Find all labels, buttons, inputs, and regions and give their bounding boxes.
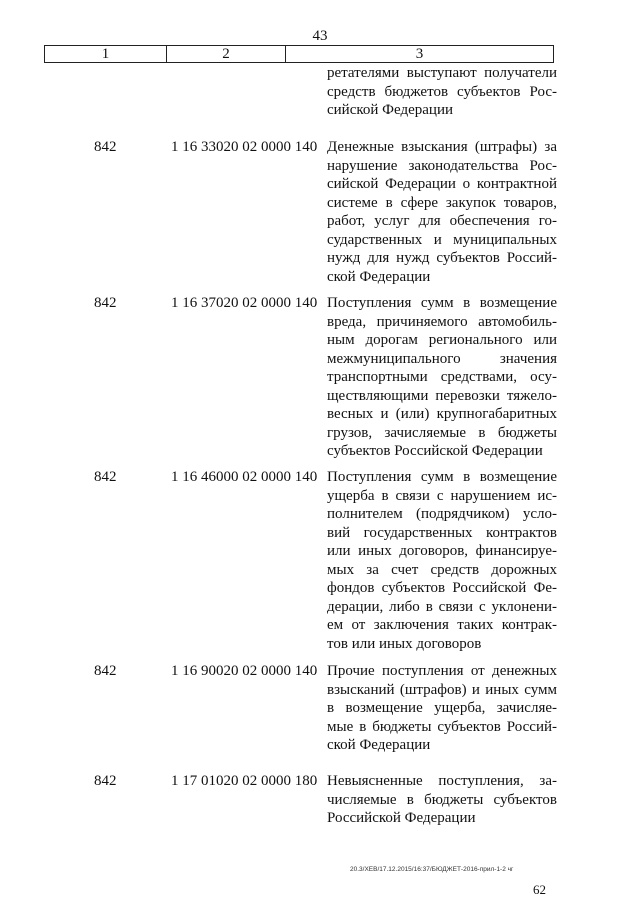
description-line: сударственных и муниципальных: [327, 231, 557, 248]
budget-classification-code: 1 16 37020 02 0000 140: [171, 295, 318, 311]
description-line: вреда, причиняемого автомобиль-: [327, 313, 557, 330]
continuation-line: сийской Федерации: [327, 102, 454, 118]
continuation-line: средств бюджетов субъектов Рос-: [327, 83, 557, 100]
description-line: Поступления сумм в возмещение: [327, 469, 557, 485]
description-line: полнителем (подрядчиком) усло-: [327, 506, 557, 522]
header-col-2: 2: [166, 46, 285, 62]
description-line: мые в бюджеты субъектов Россий-: [327, 718, 557, 735]
description-line: весных и (или) крупногабаритных: [327, 406, 557, 422]
description-line: числяемые в бюджеты субъектов: [327, 791, 557, 808]
description-line: взысканий (штрафов) и иных сумм: [327, 681, 557, 698]
description-line: ущерба в связи с нарушением ис-: [327, 487, 557, 504]
description-line: нужд для нужд субъектов Россий-: [327, 250, 557, 266]
description-line: тов или иных договоров: [327, 635, 482, 652]
description-line: сийской Федерации о контрактной: [327, 176, 557, 192]
admin-code: 842: [94, 139, 117, 155]
revenue-description: [327, 772, 557, 828]
description-line: нарушение законодательства Рос-: [327, 157, 557, 174]
description-line: Прочие поступления от денежных: [327, 663, 557, 679]
description-line: ем от заключения таких контрак-: [327, 617, 557, 633]
continuation-line: ретателями выступают получатели: [327, 65, 557, 81]
page-number: 43: [312, 28, 328, 44]
description-line: или иных договоров, финансируе-: [327, 543, 557, 559]
description-line: ской Федерации: [327, 268, 431, 285]
description-line: системе в сфере закупок товаров,: [327, 194, 557, 211]
budget-classification-code: 1 16 33020 02 0000 140: [171, 139, 318, 155]
footer-page-number: 62: [533, 882, 546, 897]
description-line: работ, услуг для обеспечения го-: [327, 213, 557, 229]
description-line: вий государственных контрактов: [327, 524, 557, 541]
revenue-description: [327, 294, 557, 461]
description-line: Поступления сумм в возмещение: [327, 295, 557, 311]
header-col-3: 3: [285, 46, 553, 62]
revenue-description: [327, 468, 557, 653]
description-line: фондов субъектов Российской Фе-: [327, 580, 557, 596]
description-line: дерации, либо в связи с уклонени-: [327, 598, 557, 615]
description-line: ным дорогам регионального или: [327, 332, 557, 348]
admin-code: 842: [94, 663, 117, 679]
revenue-description: [327, 662, 557, 755]
description-line: Невыясненные поступления, за-: [327, 773, 557, 789]
description-line: Российской Федерации: [327, 810, 476, 826]
description-line: грузов, зачисляемые в бюджеты: [327, 424, 557, 441]
budget-classification-code: 1 16 46000 02 0000 140: [171, 469, 318, 485]
description-line: мых за счет средств дорожных: [327, 561, 557, 578]
description-line: в возмещение ущерба, зачисляе-: [327, 700, 557, 716]
description-line: межмуниципального значения: [327, 350, 557, 367]
description-line: Денежные взыскания (штрафы) за: [327, 139, 557, 155]
description-line: ществляющими перевозки тяжело-: [327, 387, 557, 404]
budget-classification-code: 1 16 90020 02 0000 140: [171, 663, 318, 679]
description-line: ской Федерации: [327, 737, 431, 753]
continuation-text: [327, 64, 557, 120]
document-id-footer: 20.3/ХЕВ/17.12.2015/16:37/БЮДЖЕТ-2016-прил-1-2 чг: [350, 866, 514, 873]
admin-code: 842: [94, 295, 117, 311]
budget-classification-code: 1 17 01020 02 0000 180: [171, 773, 318, 789]
header-col-1: 1: [101, 46, 110, 62]
table-header: [44, 45, 554, 63]
admin-code: 842: [94, 469, 117, 485]
admin-code: 842: [94, 773, 117, 789]
description-line: транспортными средствами, осу-: [327, 369, 557, 385]
description-line: субъектов Российской Федерации: [327, 443, 543, 459]
revenue-description: [327, 138, 557, 286]
